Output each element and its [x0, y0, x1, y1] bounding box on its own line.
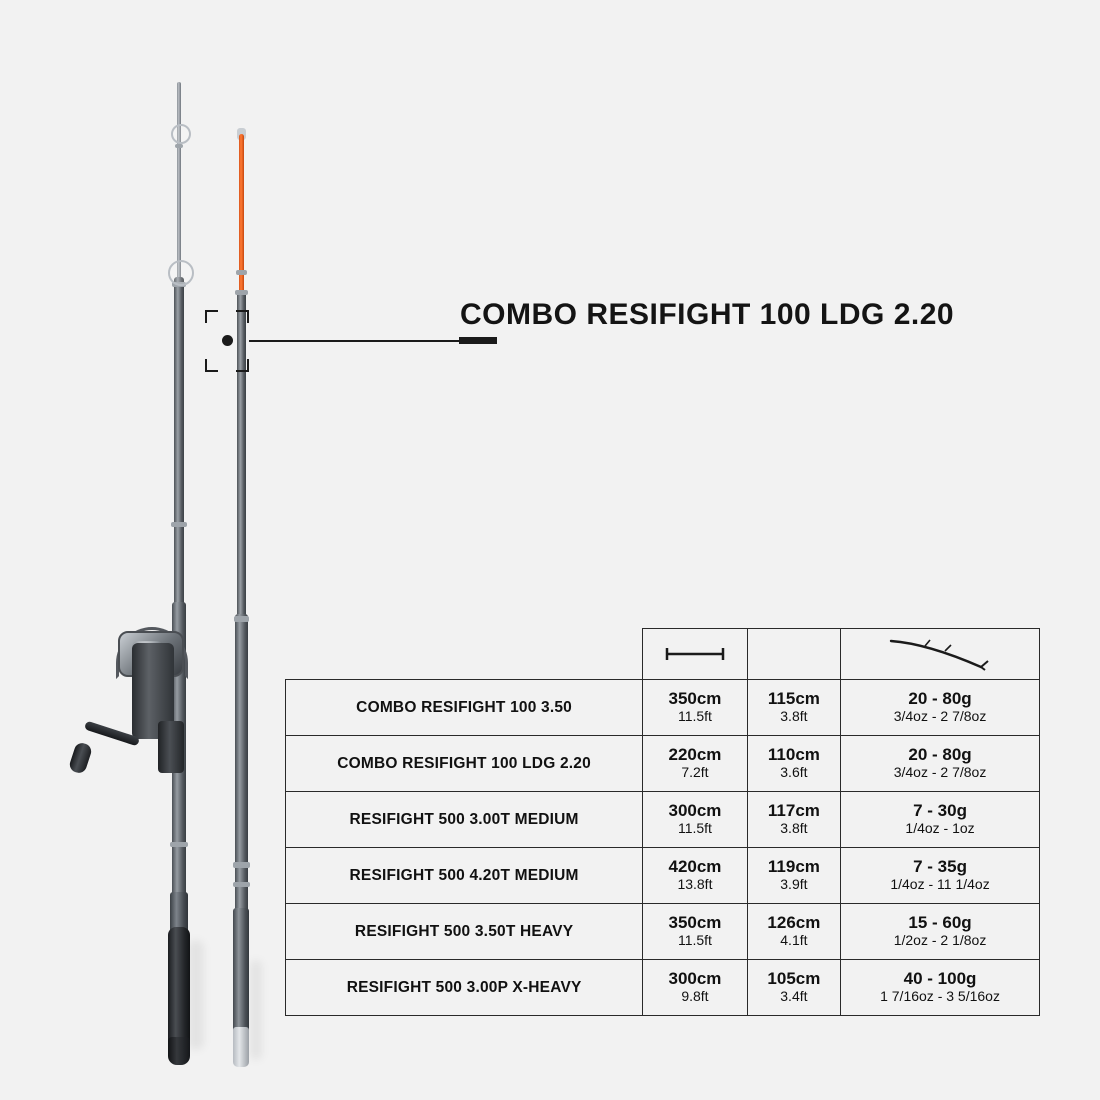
callout-leader-line [249, 340, 459, 342]
transport-cell [747, 792, 840, 848]
cast-grams: 20 - 80g [908, 689, 972, 709]
cast-grams: 7 - 35g [913, 857, 967, 877]
cast-grams: 7 - 30g [913, 801, 967, 821]
transport-cm: 115cm [767, 689, 820, 709]
transport-cell [747, 848, 840, 904]
length-cm: 350cm [668, 913, 722, 933]
casting-weight-cell [841, 680, 1040, 736]
model-name: RESIFIGHT 500 3.00T MEDIUM [286, 792, 643, 848]
callout-marker-dot [222, 335, 233, 346]
callout-leader-cap [459, 337, 497, 344]
table-row [286, 960, 1040, 1016]
model-name: COMBO RESIFIGHT 100 3.50 [286, 680, 643, 736]
transport-cm: 110cm [767, 745, 820, 765]
length-measure-icon [643, 629, 748, 680]
transport-cm: 117cm [767, 801, 820, 821]
length-cell [643, 960, 748, 1016]
transport-cm: 105cm [767, 969, 821, 989]
quiver-guide-1 [236, 270, 247, 275]
transport-ft: 3.6ft [780, 763, 808, 780]
transport-cm: 119cm [767, 857, 820, 877]
header-blank-cell [286, 629, 643, 680]
model-name: RESIFIGHT 500 3.50T HEAVY [286, 904, 643, 960]
cast-ounces: 1/4oz - 1oz [905, 819, 975, 836]
transport-ft: 3.9ft [780, 875, 808, 892]
quiver-guide-4 [233, 862, 250, 868]
line-guide-3 [171, 522, 187, 527]
length-cm: 350cm [668, 689, 722, 709]
reel-handle-knob [68, 741, 93, 775]
length-cm: 300cm [668, 969, 722, 989]
quiver-guide-5 [233, 882, 250, 887]
table-row [286, 848, 1040, 904]
table-row [286, 680, 1040, 736]
length-cell [643, 904, 748, 960]
length-cell [643, 680, 748, 736]
line-guide-4 [170, 842, 188, 847]
transport-ft: 4.1ft [780, 931, 808, 948]
transport-ft: 3.8ft [780, 707, 808, 724]
rod-upper-section [174, 277, 184, 607]
fishing-rod-main [166, 82, 192, 1042]
specifications-table [285, 628, 1040, 1016]
transport-length-header-cell [747, 629, 840, 680]
rod2-mid-section [235, 614, 248, 914]
rod2-butt-cap [233, 1027, 249, 1067]
length-cell [643, 736, 748, 792]
reel-foot [158, 721, 184, 773]
cast-ounces: 3/4oz - 2 7/8oz [893, 707, 987, 724]
transport-cell [747, 904, 840, 960]
product-callout [205, 298, 1035, 390]
page-title: COMBO RESIFIGHT 100 LDG 2.20 [460, 298, 955, 331]
model-name: RESIFIGHT 500 4.20T MEDIUM [286, 848, 643, 904]
rod-tip-section [177, 82, 181, 282]
length-ft: 11.5ft [677, 819, 712, 836]
length-ft: 7.2ft [681, 763, 709, 780]
model-name: RESIFIGHT 500 3.00P X-HEAVY [286, 960, 643, 1016]
transport-ft: 3.8ft [780, 819, 808, 836]
casting-weight-cell [841, 792, 1040, 848]
length-ft: 11.5ft [677, 707, 712, 724]
length-ft: 13.8ft [677, 875, 713, 892]
line-guide-1 [175, 144, 183, 148]
table-row [286, 736, 1040, 792]
casting-weight-cell [841, 960, 1040, 1016]
transport-cell [747, 736, 840, 792]
length-cell [643, 848, 748, 904]
quiver-guide-2 [235, 290, 248, 295]
table-row [286, 904, 1040, 960]
line-guide-ring-2 [168, 260, 194, 286]
rod-butt-cap [168, 1037, 190, 1065]
length-cell [643, 792, 748, 848]
model-name: COMBO RESIFIGHT 100 LDG 2.20 [286, 736, 643, 792]
bent-rod-casting-weight-icon [841, 629, 1040, 680]
transport-ft: 3.4ft [780, 987, 808, 1004]
length-cm: 420cm [668, 857, 722, 877]
cast-ounces: 3/4oz - 2 7/8oz [893, 763, 987, 780]
table-header-row [286, 629, 1040, 680]
cast-ounces: 1 7/16oz - 3 5/16oz [880, 987, 1000, 1004]
cast-grams: 20 - 80g [908, 745, 972, 765]
length-ft: 9.8ft [681, 987, 709, 1004]
casting-weight-cell [841, 736, 1040, 792]
length-cm: 220cm [668, 745, 722, 765]
cast-grams: 15 - 60g [908, 913, 972, 933]
fishing-rod-quiver [228, 122, 256, 1087]
casting-weight-cell [841, 904, 1040, 960]
length-ft: 11.5ft [677, 931, 712, 948]
transport-cell [747, 960, 840, 1016]
line-guide-ring-1 [171, 124, 191, 144]
cast-ounces: 1/4oz - 11 1/4oz [890, 875, 990, 892]
cast-grams: 40 - 100g [903, 969, 977, 989]
quiver-guide-3 [234, 616, 249, 622]
transport-cell [747, 680, 840, 736]
length-cm: 300cm [668, 801, 722, 821]
table-row [286, 792, 1040, 848]
transport-cm: 126cm [767, 913, 821, 933]
cast-ounces: 1/2oz - 2 1/8oz [893, 931, 987, 948]
casting-weight-cell [841, 848, 1040, 904]
